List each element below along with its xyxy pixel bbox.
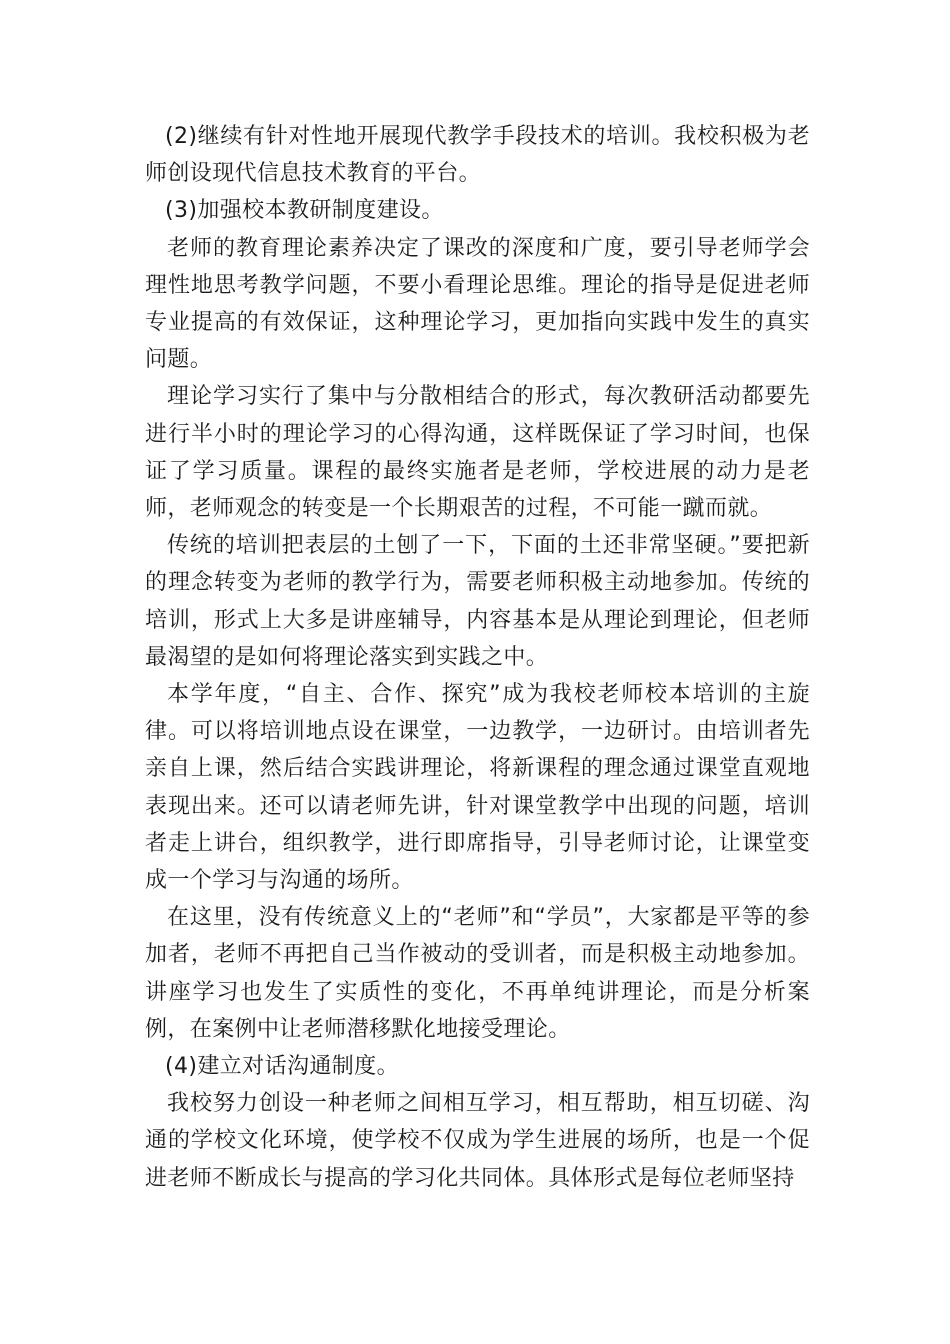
paragraph-item-3: (3)加强校本教研制度建设。 [165,198,444,224]
paragraph-theory-literacy: 老师的教育理论素养决定了课改的深度和广度，要引导老师学会理性地思考教学问题，不要小看理论思维。理论的指导是促进老师专业提高的有效保证，这种理论学习，更加指向实践中发生的真实问题。 [145,235,810,373]
paragraph-dialogue-culture: 我校努力创设一种老师之间相互学习，相互帮助，相互切磋、沟通的学校文化环境，使学校不仅成为学生进展的场所，也是一个促进老师不断成长与提高的学习化共同体。具体形式是每位老师坚持 [145,1091,810,1191]
document-body [145,118,810,1197]
paragraph-school-year: 本学年度，“自主、合作、探究”成为我校老师校本培训的主旋律。可以将培训地点设在课堂，一边教学，一边研讨。由培训者先亲自上课，然后结合实践讲理论，将新课程的理念通过课堂直观地表现出来。还可以请老师先讲，针对课堂教学中出现的问题，培训者走上讲台，组织教学，进行即席指导，引导老师讨论，让课堂变成一个学习与沟通的场所。 [145,682,810,894]
paragraph-item-4: (4)建立对话沟通制度。 [165,1054,399,1080]
paragraph-theory-study: 理论学习实行了集中与分散相结合的形式，每次教研活动都要先进行半小时的理论学习的心得沟通，这样既保证了学习时间，也保证了学习质量。课程的最终实施者是老师，学校进展的动力是老师，老师观念的转变是一个长期艰苦的过程，不可能一蹴而就。 [145,384,810,522]
paragraph-item-2: (2)继续有针对性地开展现代教学手段技术的培训。我校积极为老师创设现代信息技术教育的平台。 [145,124,810,187]
paragraph-traditional-training: 传统的培训把表层的土刨了一下，下面的土还非常坚硬。”要把新的理念转变为老师的教学行为，需要老师积极主动地参加。传统的培训，形式上大多是讲座辅导，内容基本是从理论到理论，但老师最渴望的是如何将理论落实到实践之中。 [145,533,810,670]
paragraph-equal-participants: 在这里，没有传统意义上的“老师”和“学员”，大家都是平等的参加者，老师不再把自己当作被动的受训者，而是积极主动地参加。讲座学习也发生了实质性的变化，不再单纯讲理论，而是分析案例，在案例中让老师潜移默化地接受理论。 [145,905,810,1042]
